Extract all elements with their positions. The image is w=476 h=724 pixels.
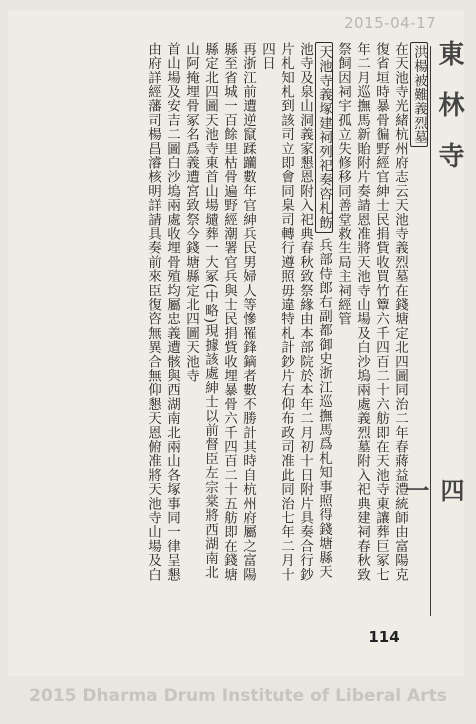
section-heading: 天池寺義塚建祠列祀奏咨札飭	[315, 42, 333, 233]
column-text: 兵部侍郎右副都御史浙江巡撫馬爲札知事照得錢塘縣天	[316, 237, 332, 579]
text-column: 縣定北四圖天池寺東首山場壝葬一大冢(中略)現據該處紳士以前督臣左宗棠將西湖南北	[202, 42, 218, 580]
vertical-text-block	[52, 42, 428, 616]
page-number: 114	[368, 628, 400, 646]
boxed-heading-column	[314, 42, 333, 616]
text-column: 首山場及安吉二圖白沙塢兩處收埋骨殖均屬忠義遭骸與西湖南北兩山各塚事同一律呈懇	[164, 42, 180, 582]
date-watermark: 2015-04-17	[344, 14, 437, 32]
text-column: 年二月巡撫馬新貽附片奏請恩准將天池寺山場及白沙塢兩處義烈墓附入祀典建祠春秋致	[354, 42, 370, 582]
margin-rule	[430, 46, 431, 616]
text-column: 祭飼因祠宇孤立失修移同善堂救生局主祠經管	[335, 42, 351, 326]
heading-column	[409, 42, 428, 616]
text-column: 在天池寺光緒杭州府志云天池寺義烈墓在錢塘定北四圖同治二年春蔣益澧統師由富陽克	[392, 42, 408, 582]
section-marker: 四一	[401, 478, 465, 502]
institution-watermark: 2015 Dharma Drum Institute of Liberal Arts	[29, 686, 447, 706]
section-heading: 洪楊被難義烈墓	[410, 42, 428, 147]
text-column: 縣至省城一百餘里枯骨遍野經潮署官兵與士民捐貲收埋暴骨六千四百二十五舫即在錢塘	[221, 42, 237, 582]
text-column: 由府詳經藩司楊昌濬核明詳請具奏前來臣復咨無異合無仰懇天恩俯准將天池寺山場及白	[145, 42, 161, 582]
text-column: 復省垣時暴骨徧野經官紳士民捐貲收買竹簟六千四百二十六舫即在天池寺東讓葬巨冢七	[373, 42, 389, 582]
text-column: 池寺及泉山洞義家懇恩附入祀典春秋致祭緣由本部院於本年二月初十日附片具奏合行鈔	[297, 42, 313, 582]
text-column: 片札知札到該司立即會同臬司轉行遵照毋違特札計鈔片右仰布政司准此同治七年二月十	[278, 42, 294, 582]
text-column: 四日	[259, 42, 275, 71]
text-column: 再浙江前遭逆竄蹂躪數年官紳兵民男婦人等慘罹鋒鏑者數不勝計其時自杭州府屬之富陽	[240, 42, 256, 582]
running-title: 東 林 寺	[434, 40, 464, 177]
text-column: 山阿掩埋骨冢名爲義遭宮致祭今錢塘縣定北四圖天池寺	[183, 42, 199, 383]
